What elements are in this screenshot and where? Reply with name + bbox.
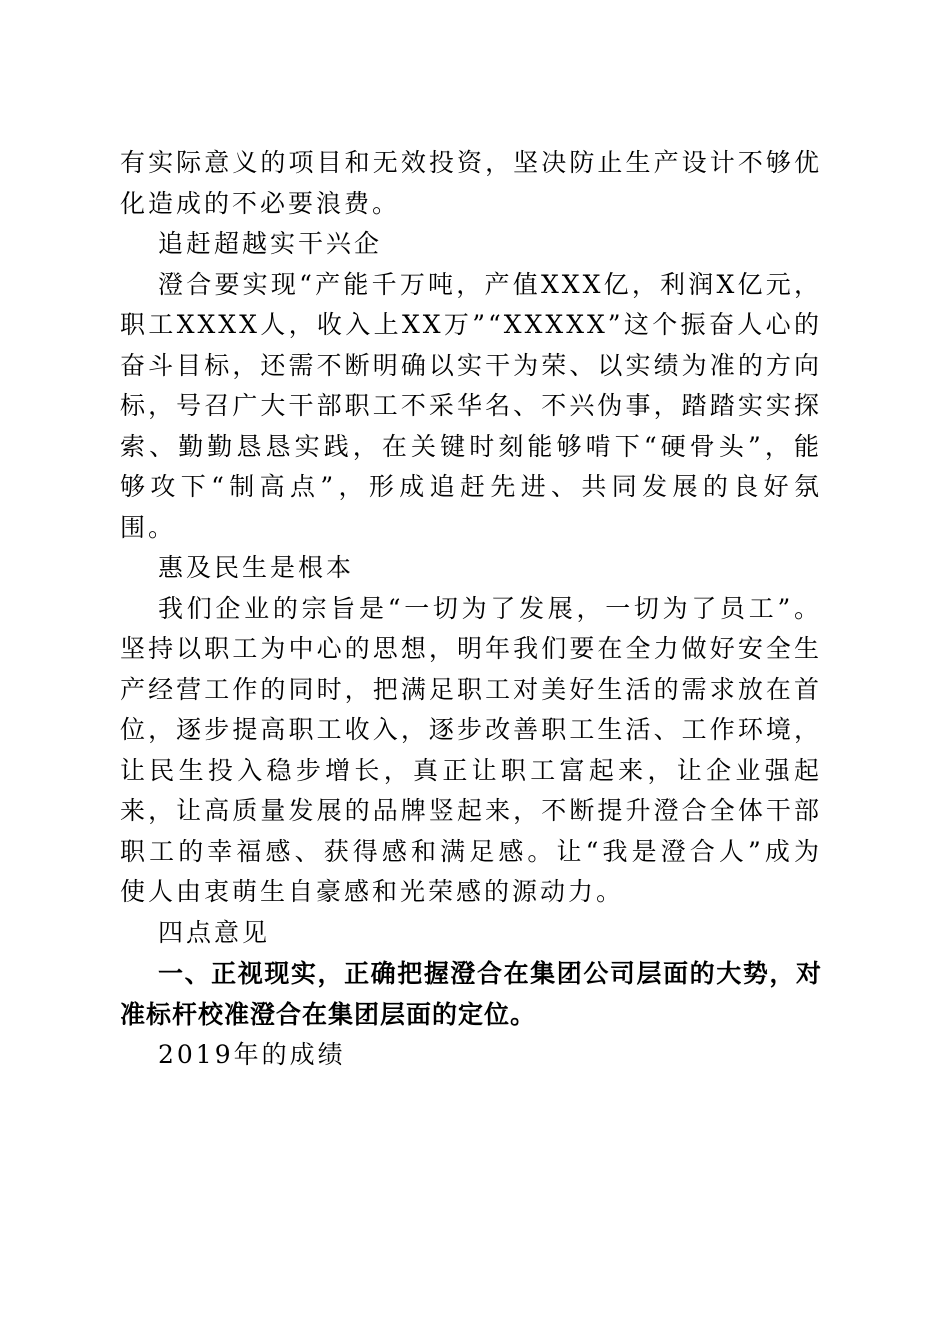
section-heading-one: 一、正视现实，正确把握澄合在集团公司层面的大势，对准标杆校准澄合在集团层面的定位。 xyxy=(120,959,822,1029)
subheading-2019-results: 2019年的成绩 xyxy=(158,1040,346,1069)
paragraph-continuation: 有实际意义的项目和无效投资，坚决防止生产设计不够优化造成的不必要浪费。 xyxy=(120,148,822,218)
subheading-catch-up: 追赶超越实干兴企 xyxy=(158,229,383,258)
paragraph-livelihood: 我们企业的宗旨是“一切为了发展，一切为了员工”。坚持以职工为中心的思想，明年我们要在全力做好安全生产经营工作的同时，把满足职工对美好生活的需求放在首位，逐步提高职工收入，逐步改善职工生活、工作环境，让民生投入稳步增长，真正让职工富起来，让企业强起来，让高质量发展的品牌竖起来，不断提升澄合全体干部职工的幸福感、获得感和满足感。让“我是澄合人”成为使人由衷萌生自豪感和光荣感的源动力。 xyxy=(120,593,822,906)
document-body xyxy=(120,143,822,1076)
subheading-livelihood: 惠及民生是根本 xyxy=(158,553,355,582)
paragraph-goals: 澄合要实现“产能千万吨，产值XXX亿，利润X亿元，职工XXXX人，收入上XX万”“XXXXX”这个振奋人心的奋斗目标，还需不断明确以实干为荣、以实绩为准的方向标，号召广大干部职工不采华名、不兴伪事，踏踏实实探索、勤勤恳恳实践，在关键时刻能够啃下“硬骨头”，能够攻下“制高点”，形成追赶先进、共同发展的良好氛围。 xyxy=(120,269,822,542)
subheading-four-points: 四点意见 xyxy=(158,917,271,947)
